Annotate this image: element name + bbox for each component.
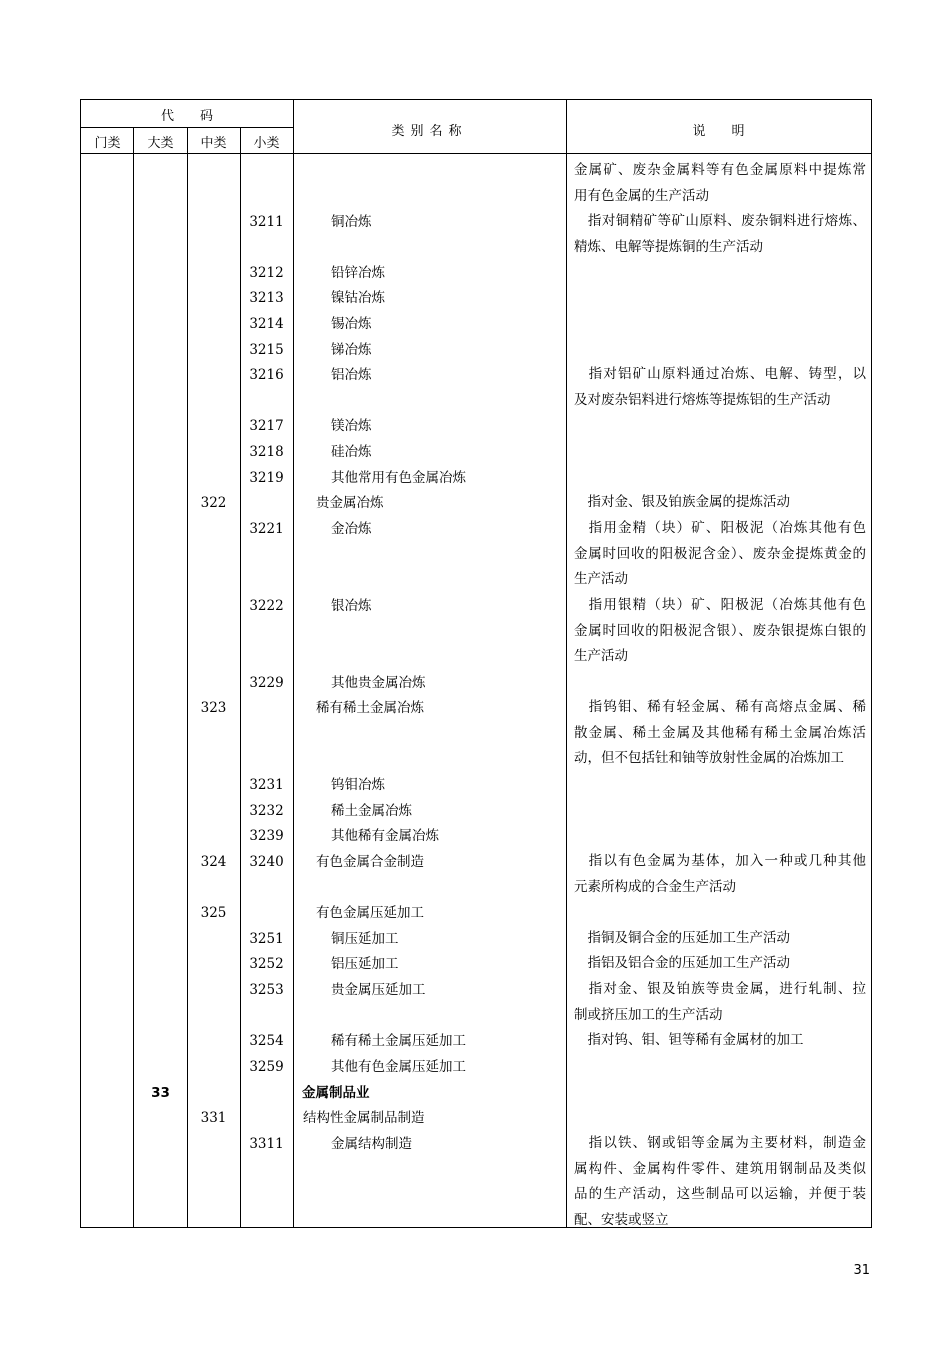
- table-row: [81, 413, 873, 439]
- minor-code: 3217: [249, 418, 284, 434]
- category-name: 其他有色金属压延加工: [331, 1059, 466, 1075]
- header-category-name: 类别名称: [391, 124, 468, 139]
- minor-code: 3252: [249, 956, 284, 972]
- description-line: 配、安装或竖立: [574, 1211, 669, 1228]
- minor-code: 3253: [249, 982, 284, 998]
- category-name: 稀有稀土金属冶炼: [316, 700, 424, 716]
- description-line: 金属时回收的阳极泥含银）、废杂银提炼白银的: [574, 622, 866, 639]
- description-text: [574, 1131, 866, 1233]
- description-line: 元素所构成的合金生产活动: [574, 878, 736, 895]
- middle-code: 323: [200, 700, 227, 716]
- minor-code: 3259: [249, 1059, 284, 1075]
- page-number: 31: [853, 1263, 870, 1278]
- category-name: 铅锌冶炼: [331, 265, 385, 281]
- minor-code: 3213: [249, 290, 284, 306]
- description-text: [574, 951, 866, 977]
- description-text: [574, 849, 866, 900]
- description-line: 指对铝矿山原料通过冶炼、电解、铸型，以: [574, 366, 866, 382]
- minor-code: 3218: [249, 444, 284, 460]
- description-line: 属构件、金属构件零件、建筑用钢制品及类似: [574, 1160, 866, 1177]
- description-text: [574, 362, 866, 413]
- header-code: 代 码: [160, 109, 213, 124]
- middle-code: 325: [200, 905, 227, 921]
- category-name: 稀土金属冶炼: [331, 803, 412, 819]
- table-row: [81, 1054, 873, 1080]
- minor-code: 3216: [249, 367, 284, 383]
- header-minor: 小类: [253, 136, 280, 151]
- header-description: 说 明: [692, 124, 745, 139]
- minor-code: 3214: [249, 316, 284, 332]
- category-name: 铝冶炼: [331, 367, 372, 383]
- description-line: 指用银精（块）矿、阳极泥（冶炼其他有色: [574, 597, 866, 613]
- category-name: 其他常用有色金属冶炼: [331, 470, 466, 486]
- minor-code: 3221: [249, 521, 284, 537]
- description-text: [574, 695, 866, 772]
- description-line: 指对钨、钼、钽等稀有金属材的加工: [574, 1032, 804, 1048]
- header-major: 大类: [147, 136, 174, 151]
- minor-code: 3211: [249, 214, 284, 230]
- minor-code: 3212: [249, 265, 284, 281]
- middle-code: 331: [200, 1110, 227, 1126]
- description-text: [574, 1028, 866, 1054]
- classification-table: [80, 99, 872, 1228]
- category-name: 稀有稀土金属压延加工: [331, 1033, 466, 1049]
- minor-code: 3232: [249, 803, 284, 819]
- header-door: 门类: [94, 136, 121, 151]
- description-line: 散金属、稀土金属及其他稀有稀土金属冶炼活: [574, 724, 866, 741]
- table-row: [81, 337, 873, 363]
- table-row: [81, 1105, 873, 1131]
- minor-code: 3240: [249, 854, 284, 870]
- table-row: [81, 1080, 873, 1106]
- description-line: 动，但不包括钍和铀等放射性金属的冶炼加工: [574, 750, 844, 766]
- category-name: 贵金属压延加工: [331, 982, 426, 998]
- category-name: 铜冶炼: [331, 214, 372, 230]
- category-name: 金属结构制造: [331, 1136, 412, 1152]
- table-row: [81, 823, 873, 849]
- description-text: [574, 977, 866, 1028]
- minor-code: 3231: [249, 777, 284, 793]
- description-line: 用有色金属的生产活动: [574, 187, 709, 204]
- category-name: 镍钴冶炼: [331, 290, 385, 306]
- description-text: [574, 490, 866, 516]
- header-bottom-line: [81, 153, 871, 154]
- description-text: [574, 593, 866, 670]
- category-name: 镁冶炼: [331, 418, 372, 434]
- middle-code: 322: [200, 495, 227, 511]
- category-name: 铝压延加工: [331, 956, 399, 972]
- description-text: [574, 158, 866, 209]
- description-line: 品的生产活动，这些制品可以运输，并便于装: [574, 1186, 866, 1202]
- description-text: [574, 209, 866, 260]
- category-name: 其他稀有金属冶炼: [331, 828, 439, 844]
- minor-code: 3222: [249, 598, 284, 614]
- description-line: 指对金、银及铂族金属的提炼活动: [574, 494, 790, 510]
- table-row: [81, 798, 873, 824]
- description-line: 指以铁、钢或铝等金属为主要材料，制造金: [574, 1135, 866, 1151]
- description-line: 指对铜精矿等矿山原料、废杂铜料进行熔炼、: [574, 213, 866, 229]
- description-line: 精炼、电解等提炼铜的生产活动: [574, 238, 763, 255]
- table-row: [81, 900, 873, 926]
- minor-code: 3254: [249, 1033, 284, 1049]
- category-name: 钨钼冶炼: [331, 777, 385, 793]
- middle-code: 324: [200, 854, 227, 870]
- minor-code: 3311: [249, 1136, 284, 1152]
- description-line: 指铝及铝合金的压延加工生产活动: [574, 955, 790, 971]
- description-line: 生产活动: [574, 571, 628, 587]
- description-line: 金属矿、废杂金属料等有色金属原料中提炼常: [574, 162, 866, 178]
- category-name: 金属制品业: [302, 1085, 370, 1101]
- category-name: 锑冶炼: [331, 342, 372, 358]
- description-line: 指用金精（块）矿、阳极泥（冶炼其他有色: [574, 520, 866, 536]
- table-row: [81, 670, 873, 696]
- table-row: [81, 465, 873, 491]
- description-line: 指铜及铜合金的压延加工生产活动: [574, 930, 790, 946]
- table-row: [81, 311, 873, 337]
- minor-code: 3251: [249, 931, 284, 947]
- table-row: [81, 772, 873, 798]
- category-name: 银冶炼: [331, 598, 372, 614]
- description-line: 及对废杂铝料进行熔炼等提炼铝的生产活动: [574, 391, 831, 408]
- description-line: 金属时回收的阳极泥含金）、废杂金提炼黄金的: [574, 545, 866, 562]
- header-middle: 中类: [200, 136, 227, 151]
- category-name: 金冶炼: [331, 521, 372, 537]
- category-name: 硅冶炼: [331, 444, 372, 460]
- description-line: 指对金、银及铂族等贵金属，进行轧制、拉: [574, 981, 866, 997]
- category-name: 其他贵金属冶炼: [331, 675, 426, 691]
- major-code: 33: [151, 1085, 170, 1101]
- minor-code: 3215: [249, 342, 284, 358]
- table-row: [81, 260, 873, 286]
- table-row: [81, 285, 873, 311]
- description-line: 指钨钼、稀有轻金属、稀有高熔点金属、稀: [574, 699, 866, 715]
- description-line: 制或挤压加工的生产活动: [574, 1006, 723, 1023]
- minor-code: 3219: [249, 470, 284, 486]
- category-name: 有色金属压延加工: [316, 905, 424, 921]
- minor-code: 3239: [249, 828, 284, 844]
- category-name: 结构性金属制品制造: [303, 1110, 425, 1126]
- description-line: 生产活动: [574, 648, 628, 664]
- description-line: 指以有色金属为基体，加入一种或几种其他: [574, 853, 866, 869]
- description-text: [574, 516, 866, 593]
- minor-code: 3229: [249, 675, 284, 691]
- table-row: [81, 439, 873, 465]
- category-name: 铜压延加工: [331, 931, 399, 947]
- description-text: [574, 926, 866, 952]
- category-name: 贵金属冶炼: [316, 495, 384, 511]
- category-name: 锡冶炼: [331, 316, 372, 332]
- category-name: 有色金属合金制造: [316, 854, 424, 870]
